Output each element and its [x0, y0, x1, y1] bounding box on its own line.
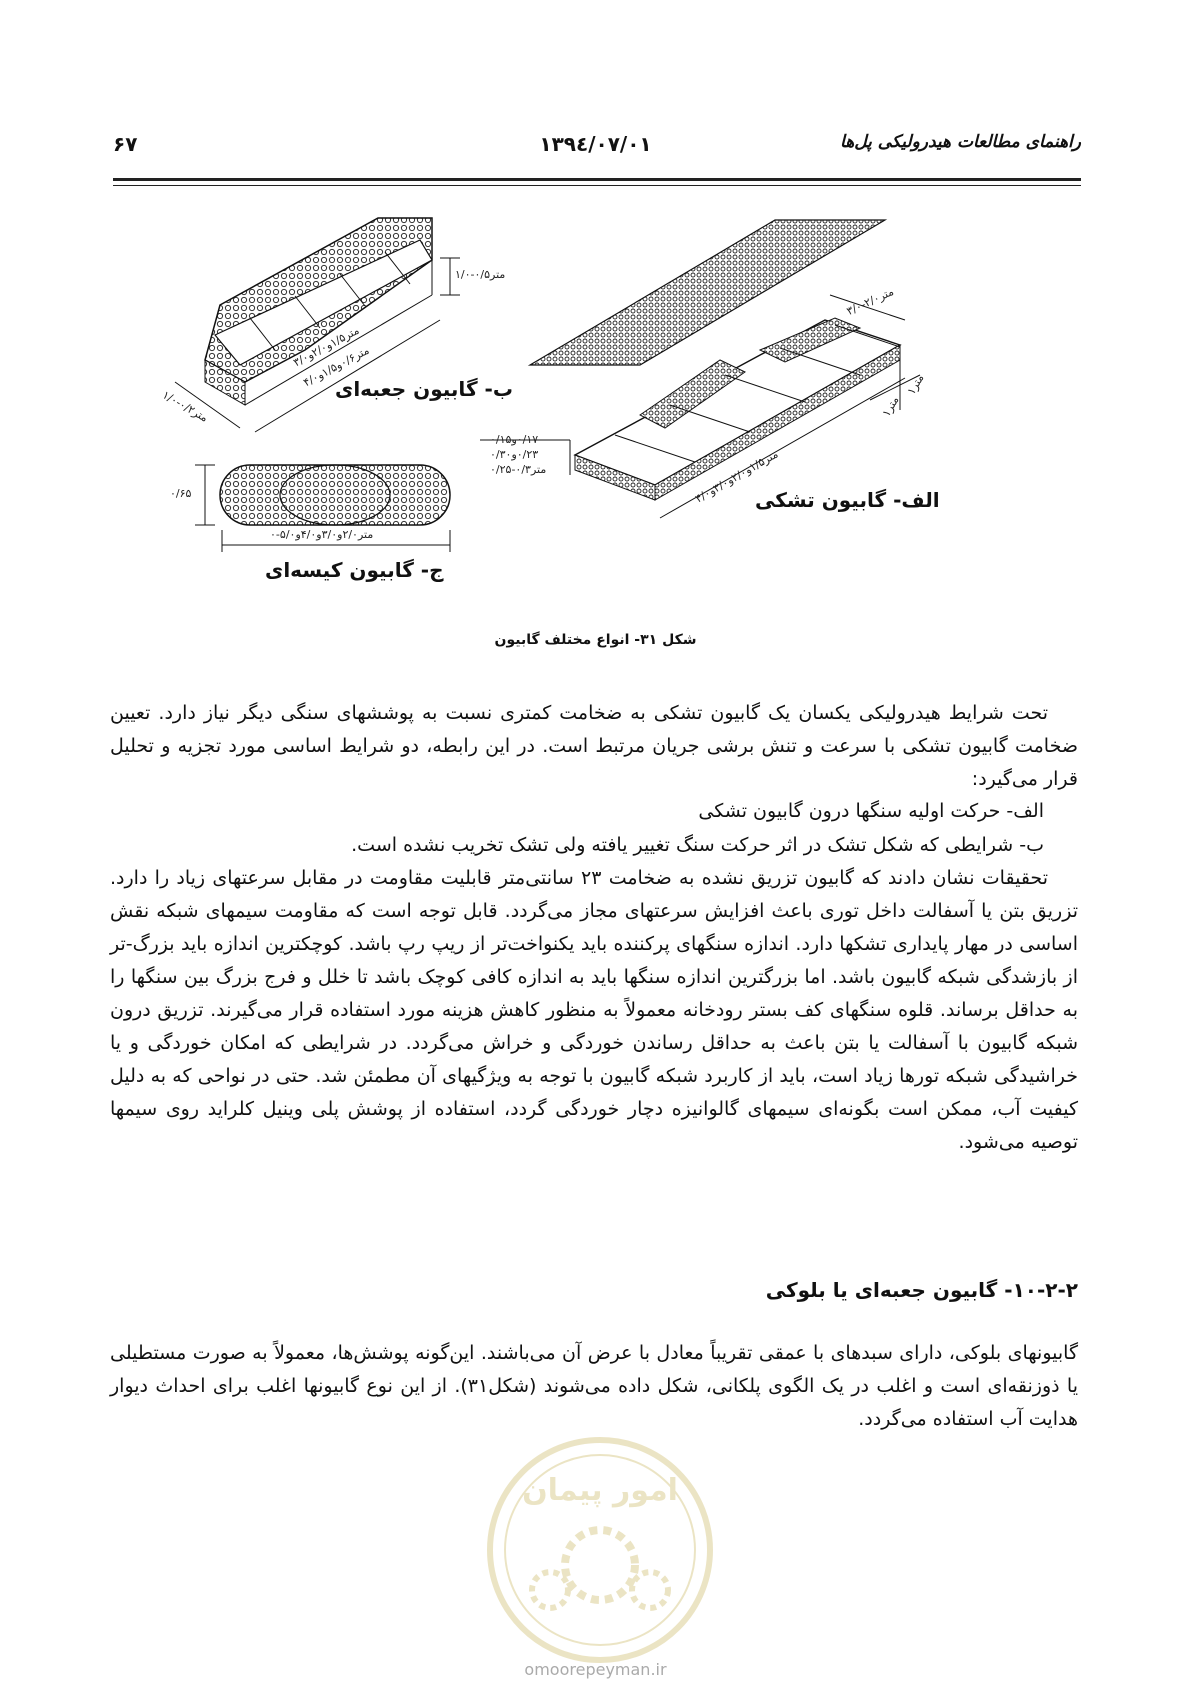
dim-mattress-sep: متر۱ [904, 372, 927, 397]
dim-sack-length: متر۲/۰و۳/۰و۴/۰و۵/۰-۰ [270, 528, 374, 541]
watermark-url: omoorepeyman.ir [524, 1660, 667, 1679]
paragraph-1: تحت شرایط هیدرولیکی یکسان یک گابیون تشکی به ضخامت کمتری نسبت به پوششهای سنگی دیگر نیاز دارد. تعیین ضخامت گابیون تشکی با سرعت و تنش برشی جریان مرتبط است. در این رابطه، دو شرایط اساسی مورد تجزیه و تحلیل قرار می‌گیرد: [110, 702, 1078, 790]
figure-caption: شکل ۳۱- انواع مختلف گابیون [494, 632, 697, 648]
page-number: ۶۷ [113, 132, 138, 156]
dim-mattress-thk-3: متر۰/۳-۰/۲۵ [490, 463, 547, 476]
section-heading: ۱۰-۲-۲- گابیون جعبه‌ای یا بلوکی [765, 1278, 1078, 1302]
dim-box-length-2: متر۰/۶و۱/۵و۴/۰ [301, 343, 372, 390]
running-header-title: راهنمای مطالعات هیدرولیکی پل‌ها [840, 132, 1081, 152]
header-rule-thick [113, 178, 1081, 181]
dim-box-height: متر۰/۵-۱/۰ [455, 268, 506, 281]
dim-box-width: متر۰/۲-۱/۰ [160, 388, 211, 425]
svg-text:امور پیمان: امور پیمان [522, 1473, 678, 1508]
running-header-date: ۱۳۹٤/۰۷/۰۱ [539, 132, 652, 156]
dim-mattress-width: متر۲/۰-۳/۰ [844, 284, 896, 319]
label-sack-gabion: ج- گابیون کیسه‌ای [265, 558, 444, 582]
dim-mattress-thk-1: ۰/۱۷و۰/۱۵ [490, 433, 539, 446]
paragraph-2: تحقیقات نشان دادند که گابیون تزریق نشده به ضخامت ۲۳ سانتی‌متر قابلیت مقاومت در مقابل سرعتهای زیاد را دارد. تزریق بتن یا آسفالت داخل توری باعث افزایش سرعتهای مجاز می‌گردد. قابل توجه است که مقاومت سیمهای شبکه نقش اساسی در مهار پایداری تشکها دارد. اندازه سنگهای پرکننده باید یکنواخت‌تر از ریپ رپ باشد. کوچکترین اندازه باید بزرگ-تر از بازشدگی شبکه گابیون باشد. اما بزرگترین اندازه سنگها باید به اندازه کافی کوچک باشد تا خلل و فرج بزرگ بین سنگها را به حداقل برساند. قلوه سنگهای کف بستر رودخانه معمولاً به منظور کاهش هزینه مورد استفاده قرار می‌گیرند. تزریق درون شبکه گابیون با آسفالت یا بتن باعث به حداقل رساندن خوردگی و خراش می‌گردد. در شرایطی که امکان خوردگی و یا خراشیدگی شبکه تورها زیاد است، باید از کاربرد شبکه گابیون با توجه به ویژگیهای آن مطمئن شد. حتی در نواحی که به دلیل کیفیت آب، ممکن است بگونه‌ای سیمهای گالوانیزه دچار خوردگی گردد، استفاده از پوشش پلی وینیل کلراید روی سیمها توصیه می‌شود. [110, 867, 1078, 1153]
gabion-drawing [0, 200, 1191, 660]
dim-mattress-thk-2: ۰/۲۳و۰/۳۰ [490, 448, 539, 461]
gabion-figure [0, 200, 1191, 660]
dim-mattress-sep-2: متر۱ [879, 394, 902, 419]
watermark-seal [480, 1430, 720, 1670]
dim-mattress-length: متر۱/۵و۲/۰و۳/۰و۴/۰ [693, 447, 781, 506]
label-box-gabion: ب- گابیون جعبه‌ای [335, 377, 513, 401]
label-mattress-gabion: الف- گابیون تشکی [755, 488, 940, 512]
list-item-a: الف- حرکت اولیه سنگها درون گابیون تشکی [698, 800, 1044, 822]
paragraph-3: گابیونهای بلوکی، دارای سبدهای با عمقی تقریباً معادل با عرض آن می‌باشند. این‌گونه پوشش‌ها، معمولاً به صورت مستطیلی یا ذوزنقه‌ای است و اغلب در یک الگوی پلکانی، شکل داده می‌شوند (شکل۳۱). از این نوع گابیونها اغلب برای احداث دیوار هدایت آب استفاده می‌گردد. [110, 1342, 1078, 1430]
list-item-b: ب- شرایطی که شکل تشک در اثر حرکت سنگ تغییر یافته ولی تشک تخریب نشده است. [351, 834, 1044, 856]
header-rule-thin [113, 185, 1081, 186]
dim-sack-height: ۰/۶۵ [170, 487, 192, 500]
dim-box-length: متر۱/۵و۲/۰و۳/۰ [291, 323, 362, 370]
